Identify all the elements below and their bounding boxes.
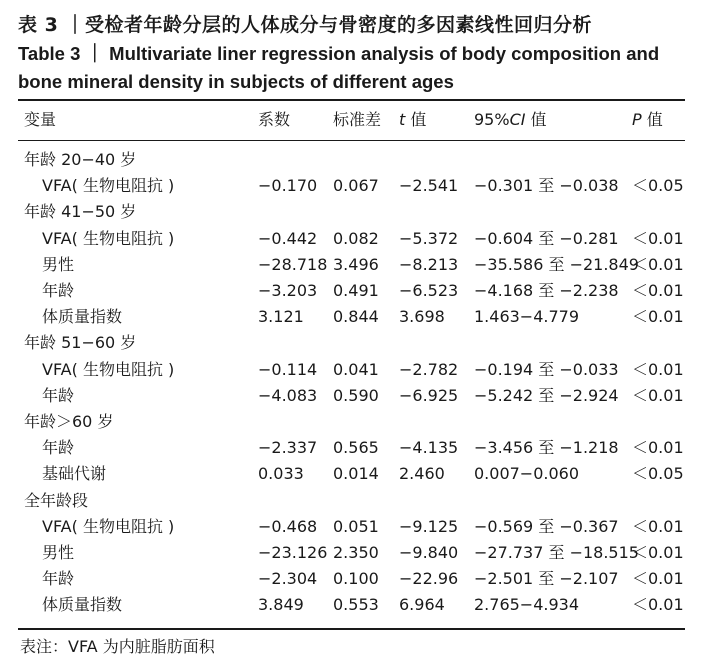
- ci-cell: −0.301 至 −0.038: [474, 176, 619, 196]
- standard-deviation-cell: 0.491: [333, 281, 379, 300]
- table-note: 表注：VFA 为内脏脂肪面积: [20, 637, 215, 656]
- table-title-cn: 表 3 ｜受检者年龄分层的人体成分与骨密度的多因素线性回归分析: [18, 14, 592, 36]
- standard-deviation-cell: 0.565: [333, 438, 379, 458]
- coefficient-cell: −0.170: [258, 176, 318, 196]
- ci-cell: 0.007−0.060: [474, 464, 580, 484]
- t-value-cell: −9.840: [399, 543, 459, 562]
- header-t-symbol: t: [399, 110, 406, 129]
- table-header-row: [0, 107, 709, 133]
- table-row: [0, 278, 709, 304]
- variable-cell: VFA( 生物电阻抗 ): [42, 516, 175, 536]
- t-value-cell: −6.523: [399, 281, 459, 300]
- coefficient-cell: −0.114: [258, 359, 318, 379]
- t-value-cell: −9.125: [399, 516, 459, 536]
- group-label: 年龄＞60 岁: [24, 412, 114, 431]
- coefficient-cell: −0.442: [258, 228, 318, 248]
- variable-cell: VFA( 生物电阻抗 ): [42, 228, 175, 248]
- p-value-cell: ＜0.01: [632, 281, 684, 300]
- p-value-cell: ＜0.01: [632, 254, 684, 274]
- p-value-cell: ＜0.01: [632, 307, 684, 327]
- table-row: [0, 540, 709, 566]
- t-value-cell: −2.782: [399, 359, 459, 379]
- header-t-value: [399, 107, 426, 133]
- group-label: 年龄 51−60 岁: [24, 333, 137, 353]
- standard-deviation-cell: 0.844: [333, 307, 379, 327]
- table-top-rule: [18, 99, 685, 101]
- group-label: 年龄 41−50 岁: [24, 202, 137, 222]
- standard-deviation-cell: 0.051: [333, 516, 379, 536]
- header-p-symbol: P: [632, 110, 642, 129]
- t-value-cell: −2.541: [399, 176, 459, 196]
- table-row: [0, 173, 709, 199]
- header-standard-deviation: 标准差: [333, 110, 382, 129]
- p-value-cell: ＜0.01: [632, 543, 684, 562]
- t-value-cell: 6.964: [399, 595, 445, 615]
- coefficient-cell: 3.849: [258, 595, 304, 615]
- p-value-cell: ＜0.01: [632, 438, 684, 458]
- table-row: [0, 435, 709, 461]
- p-value-cell: ＜0.01: [632, 569, 684, 589]
- standard-deviation-cell: 3.496: [333, 254, 379, 274]
- variable-cell: 年龄: [42, 281, 75, 300]
- variable-cell: 年龄: [42, 385, 75, 405]
- p-value-cell: ＜0.05: [632, 464, 684, 484]
- ci-cell: −0.604 至 −0.281: [474, 228, 619, 248]
- coefficient-cell: −23.126: [258, 543, 328, 562]
- ci-cell: −27.737 至 −18.515: [474, 543, 639, 562]
- coefficient-cell: −28.718: [258, 254, 328, 274]
- t-value-cell: −5.372: [399, 228, 459, 248]
- header-p-suffix: 值: [641, 110, 663, 129]
- table-row: [0, 304, 709, 330]
- p-value-cell: ＜0.01: [632, 595, 684, 615]
- coefficient-cell: −3.203: [258, 281, 318, 300]
- group-row: [0, 147, 709, 173]
- table-bottom-rule: [18, 628, 685, 630]
- variable-cell: VFA( 生物电阻抗 ): [42, 359, 175, 379]
- ci-cell: −0.194 至 −0.033: [474, 359, 619, 379]
- standard-deviation-cell: 0.553: [333, 595, 379, 615]
- standard-deviation-cell: 2.350: [333, 543, 379, 562]
- table-row: [0, 357, 709, 383]
- coefficient-cell: −2.304: [258, 569, 318, 589]
- t-value-cell: −6.925: [399, 385, 459, 405]
- table-row: [0, 226, 709, 252]
- header-ci-suffix: 值: [525, 110, 547, 129]
- standard-deviation-cell: 0.590: [333, 385, 379, 405]
- standard-deviation-cell: 0.067: [333, 176, 379, 196]
- coefficient-cell: −4.083: [258, 385, 318, 405]
- group-label: 年龄 20−40 岁: [24, 150, 137, 169]
- variable-cell: 基础代谢: [42, 464, 107, 484]
- variable-cell: 体质量指数: [42, 307, 123, 327]
- ci-cell: −5.242 至 −2.924: [474, 385, 619, 405]
- table-row: [0, 252, 709, 278]
- group-row: [0, 488, 709, 514]
- t-value-cell: 2.460: [399, 464, 445, 484]
- table-row: [0, 566, 709, 592]
- standard-deviation-cell: 0.041: [333, 359, 379, 379]
- ci-cell: −3.456 至 −1.218: [474, 438, 619, 458]
- coefficient-cell: 3.121: [258, 307, 304, 327]
- variable-cell: 年龄: [42, 438, 75, 458]
- header-variable: 变量: [24, 110, 57, 129]
- coefficient-cell: 0.033: [258, 464, 304, 484]
- t-value-cell: −4.135: [399, 438, 459, 458]
- table-row: [0, 383, 709, 409]
- ci-cell: −35.586 至 −21.849: [474, 254, 639, 274]
- header-ci-value: [474, 107, 547, 133]
- coefficient-cell: −0.468: [258, 516, 318, 536]
- p-value-cell: ＜0.01: [632, 385, 684, 405]
- table-header-rule: [18, 140, 685, 141]
- header-ci-prefix: 95%: [474, 110, 510, 129]
- ci-cell: −0.569 至 −0.367: [474, 516, 619, 536]
- p-value-cell: ＜0.05: [632, 176, 684, 196]
- group-row: [0, 409, 709, 435]
- t-value-cell: −22.96: [399, 569, 459, 589]
- standard-deviation-cell: 0.100: [333, 569, 379, 589]
- p-value-cell: ＜0.01: [632, 516, 684, 536]
- table-row: [0, 461, 709, 487]
- t-value-cell: 3.698: [399, 307, 445, 327]
- ci-cell: 2.765−4.934: [474, 595, 580, 615]
- p-value-cell: ＜0.01: [632, 228, 684, 248]
- ci-cell: −4.168 至 −2.238: [474, 281, 619, 300]
- header-coefficient: 系数: [258, 110, 291, 129]
- variable-cell: 男性: [42, 543, 75, 562]
- variable-cell: 男性: [42, 254, 75, 274]
- header-p-value: [632, 107, 663, 133]
- header-ci-symbol: CI: [509, 110, 526, 129]
- variable-cell: 年龄: [42, 569, 75, 589]
- header-t-suffix: 值: [405, 110, 427, 129]
- p-value-cell: ＜0.01: [632, 359, 684, 379]
- table-row: [0, 592, 709, 618]
- ci-cell: 1.463−4.779: [474, 307, 580, 327]
- variable-cell: 体质量指数: [42, 595, 123, 615]
- standard-deviation-cell: 0.014: [333, 464, 379, 484]
- coefficient-cell: −2.337: [258, 438, 318, 458]
- table-title-en: Table 3 ｜ Multivariate liner regression analysis of body composition and bone mineral density in subjects of different ages: [18, 43, 660, 92]
- t-value-cell: −8.213: [399, 254, 459, 274]
- standard-deviation-cell: 0.082: [333, 228, 379, 248]
- variable-cell: VFA( 生物电阻抗 ): [42, 176, 175, 196]
- table-row: [0, 514, 709, 540]
- group-row: [0, 199, 709, 225]
- ci-cell: −2.501 至 −2.107: [474, 569, 619, 589]
- group-label: 全年龄段: [24, 490, 89, 510]
- group-row: [0, 330, 709, 356]
